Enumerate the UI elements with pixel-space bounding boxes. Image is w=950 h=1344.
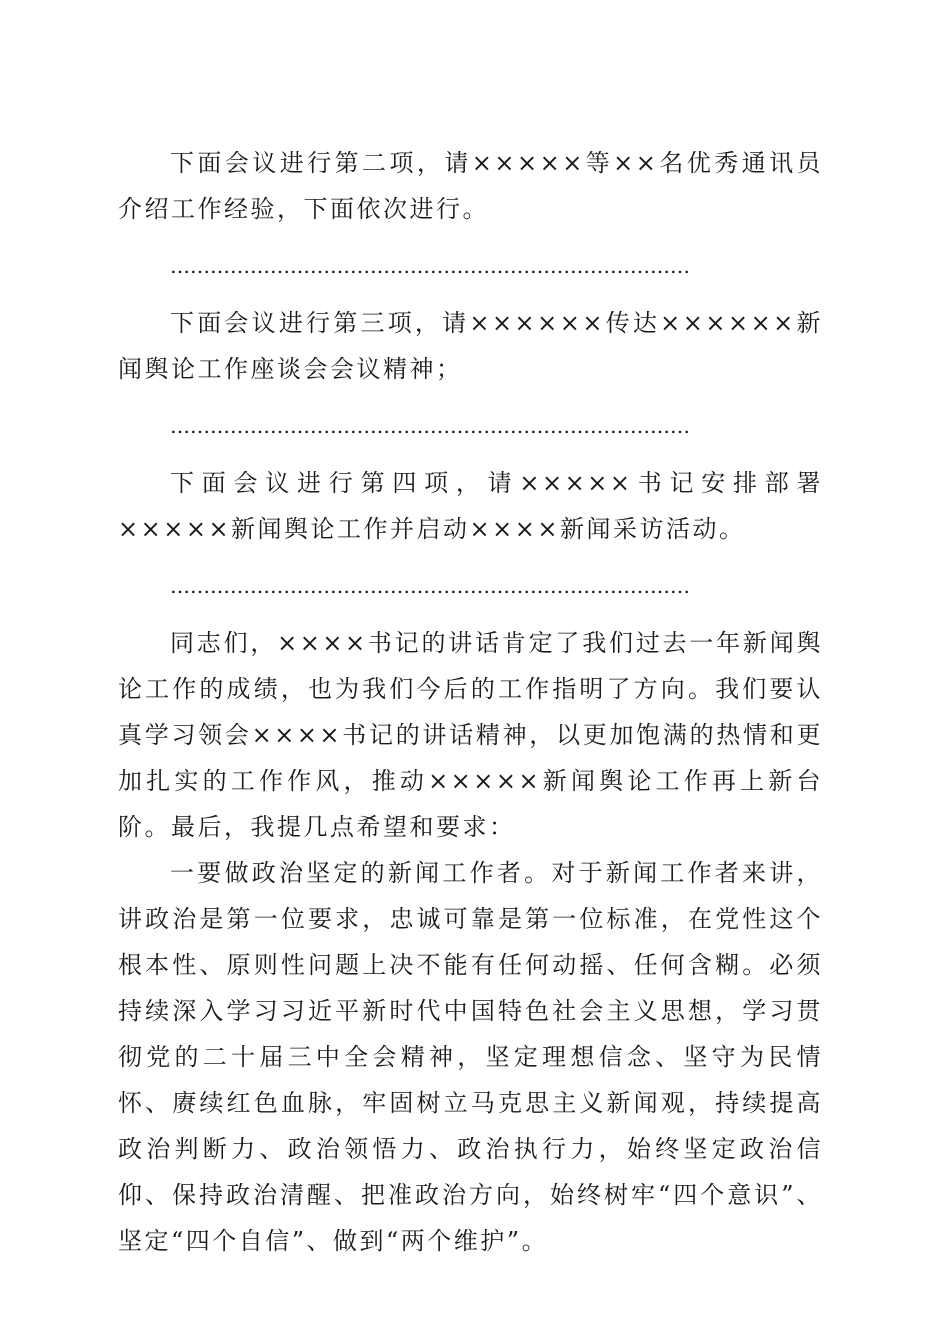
ellipsis-separator: …………………………………………………………………… xyxy=(170,254,690,278)
paragraph-summary: 同志们，××××书记的讲话肯定了我们过去一年新闻舆论工作的成绩，也为我们今后的工作指明了方向。我们要认真学习领会××××书记的讲话精神，以更加饱满的热情和更加扎实的工作作风，推动×××××新闻舆论工作再上新台阶。最后，我提几点希望和要求： xyxy=(118,629,823,841)
document-page xyxy=(118,140,823,1278)
ellipsis-separator: …………………………………………………………………… xyxy=(170,574,690,598)
paragraph-item-four: 下面会议进行第四项，请×××××书记安排部署×××××新闻舆论工作并启动××××新闻采访活动。 xyxy=(118,469,823,543)
paragraph-item-two: 下面会议进行第二项，请×××××等××名优秀通讯员介绍工作经验，下面依次进行。 xyxy=(118,149,823,223)
paragraph-item-three: 下面会议进行第三项，请××××××传达××××××新闻舆论工作座谈会会议精神； xyxy=(118,309,823,383)
ellipsis-separator: …………………………………………………………………… xyxy=(170,414,690,438)
paragraph-requirement-one: 一要做政治坚定的新闻工作者。对于新闻工作者来讲，讲政治是第一位要求，忠诚可靠是第一位标准，在党性这个根本性、原则性问题上决不能有任何动摇、任何含糊。必须持续深入学习习近平新时代中国特色社会主义思想，学习贯彻党的二十届三中全会精神，坚定理想信念、坚守为民情怀、赓续红色血脉，牢固树立马克思主义新闻观，持续提高政治判断力、政治领悟力、政治执行力，始终坚定政治信仰、保持政治清醒、把准政治方向，始终树牢“四个意识”、坚定“四个自信”、做到“两个维护”。 xyxy=(118,859,823,1255)
